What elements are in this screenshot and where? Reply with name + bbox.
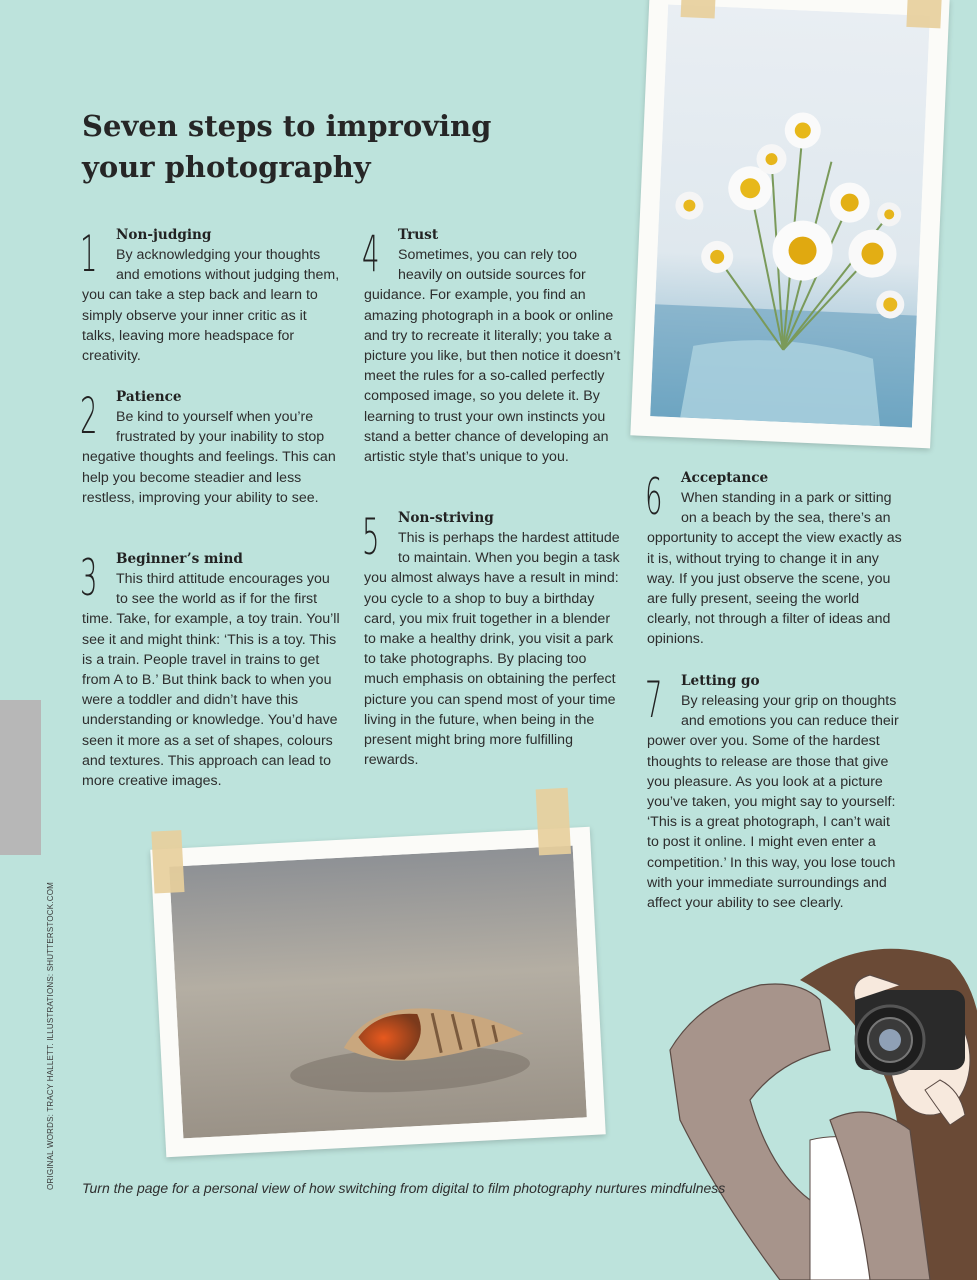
step-text: By releasing your grip on thoughts and emotions you can reduce their power over you. Some of the hardest thoughts to release are those that give you pleasure. As you look at a picture you’ve taken, you might say to yourself: ‘This is a great photograph, I can’t wait to post it online. I might even enter a competition.’ In this way, you lose touch with your immediate surroundings and affect your ability to see clearly. — [647, 693, 899, 912]
step-number: 5 — [362, 508, 380, 566]
step-4 — [364, 225, 622, 467]
tape-strip — [906, 0, 941, 28]
step-7 — [647, 671, 905, 913]
step-number: 1 — [80, 225, 98, 283]
step-number: 4 — [362, 225, 380, 283]
step-heading: Patience — [116, 389, 182, 405]
seashell-photo-frame — [150, 827, 606, 1158]
footer-note: Turn the page for a personal view of how switching from digital to film photography nurtures mindfulness — [82, 1180, 726, 1196]
step-number: 7 — [645, 671, 663, 729]
tape-strip — [536, 788, 571, 856]
step-2 — [82, 387, 340, 508]
side-tab-marker — [0, 700, 41, 855]
step-text: Be kind to yourself when you’re frustrated by your inability to stop negative thoughts and feelings. This can help you become steadier and less restless, improving your ability to see. — [82, 409, 336, 506]
step-text: This is perhaps the hardest attitude to maintain. When you begin a task you almost always have a result in mind: you cycle to a shop to buy a birthday card, you mix fruit together in a blender to make a healthy drink, you visit a park to take photographs. By placing too much emphasis on obtaining the perfect picture you can spend most of your time living in the future, when being in the present might bring more fulfilling rewards. — [364, 530, 620, 769]
step-text: This third attitude encourages you to see the world as if for the first time. Take, for example, a toy train. You’ll see it and might think: ‘This is a toy. This is a train. People travel in trains to get from A to B.’ But think back to when you were a toddler and didn’t have this understanding or knowledge. You’d have seen it more as a set of shapes, colours and textures. This approach can lead to more creative images. — [82, 571, 340, 790]
step-1 — [82, 225, 340, 366]
seashell-on-sand-photo — [169, 846, 587, 1139]
step-text: When standing in a park or sitting on a beach by the sea, there’s an opportunity to accept the view exactly as it is, without trying to change it in any way. If you just observe the scene, you are fully present, seeing the world clearly, not through a filter of ideas and opinions. — [647, 490, 902, 648]
daisy-bouquet-photo — [650, 4, 930, 427]
step-heading: Letting go — [681, 673, 760, 689]
step-heading: Non-judging — [116, 227, 212, 243]
photographer-illustration — [660, 940, 977, 1280]
article-title: Seven steps to improving your photography — [82, 109, 492, 184]
step-heading: Non-striving — [398, 510, 494, 526]
step-5 — [364, 508, 622, 770]
step-number: 3 — [80, 549, 98, 607]
step-heading: Trust — [398, 227, 439, 243]
tape-strip — [151, 830, 184, 893]
tape-strip — [681, 0, 716, 19]
step-heading: Acceptance — [681, 470, 769, 486]
step-number: 6 — [645, 468, 663, 526]
step-6 — [647, 468, 905, 650]
image-credit: ORIGINAL WORDS: TRACY HALLETT. ILLUSTRATIONS: SHUTTERSTOCK.COM — [46, 881, 55, 1190]
step-number: 2 — [80, 387, 98, 445]
step-text: Sometimes, you can rely too heavily on outside sources for guidance. For example, you find an amazing photograph in a book or online and try to recreate it literally; you take a picture you like, but then notice it doesn’t meet the rules for a so-called perfectly composed image, so you delete it. By learning to trust your own instincts you stand a better chance of developing an artistic style that’s unique to you. — [364, 247, 621, 466]
step-heading: Beginner’s mind — [116, 551, 243, 567]
daisy-photo-frame — [630, 0, 949, 448]
step-text: By acknowledging your thoughts and emotions without judging them, you can take a step back and learn to simply observe your inner critic as it talks, leaving more headspace for creativity. — [82, 247, 340, 365]
step-3 — [82, 549, 340, 791]
